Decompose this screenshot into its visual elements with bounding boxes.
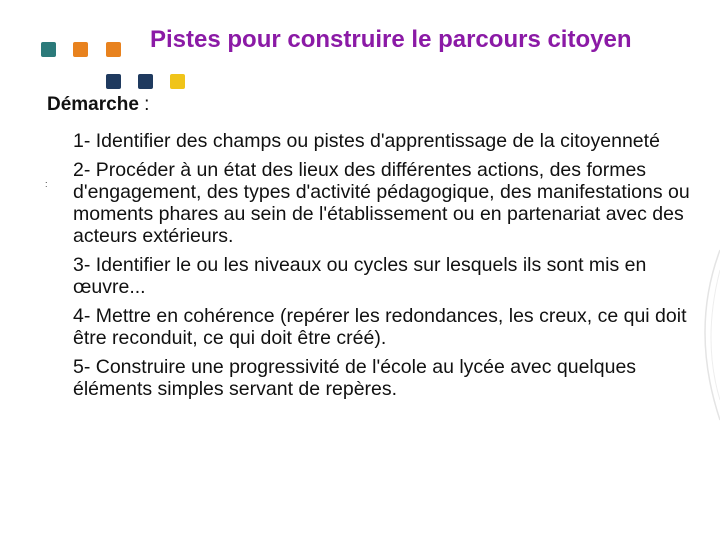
navy-square-icon <box>106 74 121 89</box>
steps-list <box>73 130 693 407</box>
bullet-marker: : <box>45 179 48 189</box>
step-item-4: 4- Mettre en cohérence (repérer les redondances, les creux, ce qui doit être reconduit, ce qui doit être créé). <box>73 305 687 349</box>
step-item-3: 3- Identifier le ou les niveaux ou cycles sur lesquels ils sont mis en œuvre... <box>73 254 647 298</box>
step-item-2: 2- Procéder à un état des lieux des différentes actions, des formes d'engagement, des types d'activité pédagogique, des manifestations ou moments phares au sein de l'établissement ou en partenariat avec des acteurs extérieurs. <box>73 159 690 247</box>
orange-square-icon <box>106 42 121 57</box>
section-heading-colon: : <box>138 94 150 115</box>
step-item-1: 1- Identifier des champs ou pistes d'apprentissage de la citoyenneté <box>73 130 660 152</box>
yellow-square-icon <box>170 74 185 89</box>
page-title: Pistes pour construire le parcours citoyen <box>150 26 632 53</box>
navy-square-icon <box>138 74 153 89</box>
step-item-5: 5- Construire une progressivité de l'école au lycée avec quelques éléments simples servant de repères. <box>73 356 637 400</box>
teal-square-icon <box>41 42 56 57</box>
orange-square-icon <box>73 42 88 57</box>
section-heading <box>47 94 149 116</box>
section-heading-text: Démarche <box>47 94 139 115</box>
